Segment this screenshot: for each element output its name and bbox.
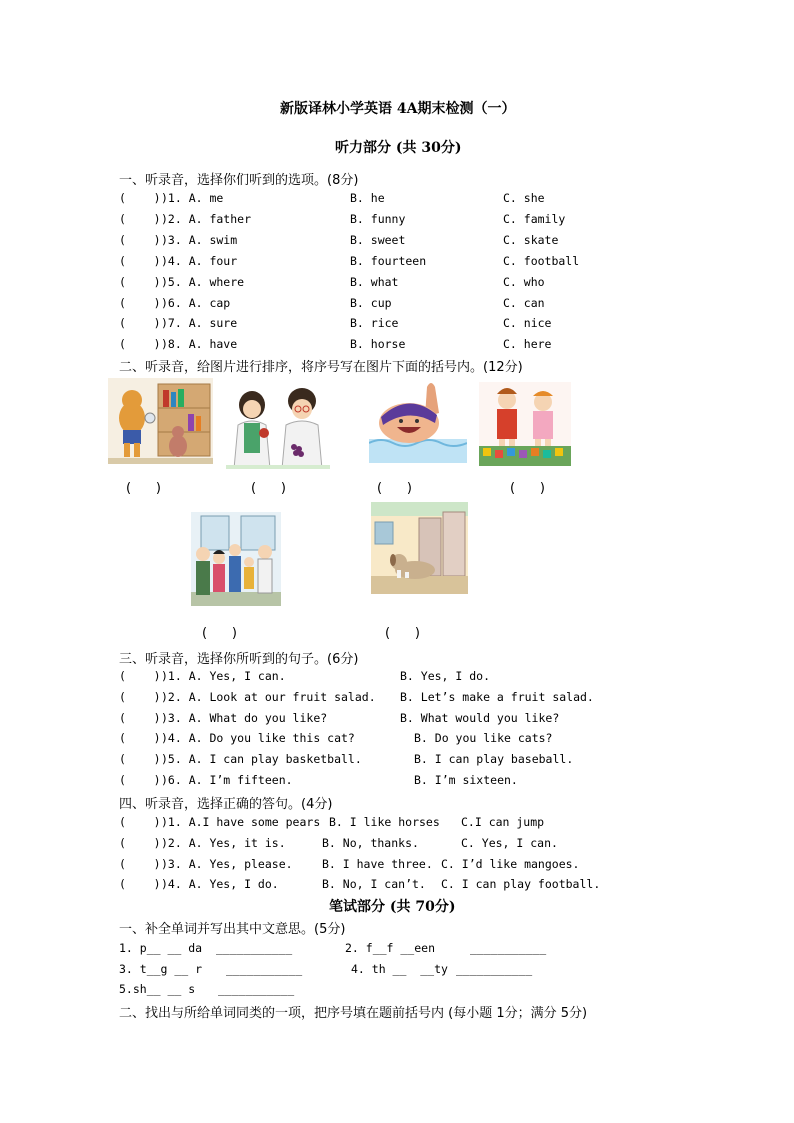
option-b: B. No, thanks. [322,835,419,850]
option-c: C. I can play football. [441,877,601,892]
sec1-heading: 一、听录音，选择你们听到的选项。(8分) [119,173,359,188]
option-b: B. what [350,274,399,289]
w1-blank-2[interactable]: ___________ [470,941,547,955]
option-b: B. I’m sixteen. [414,773,518,787]
answer-blank[interactable]: ( ) [119,835,161,850]
option-b: B. rice [350,316,399,331]
answer-blank[interactable]: ( ) [119,211,161,226]
option-a: )2. A. Yes, it is. [161,835,286,850]
option-a: )5. A. I can play basketball. [161,752,362,767]
w2-heading: 二、找出与所给单词同类的一项，把序号填在题前括号内 (每小题 1分；满分 5分) [119,1006,588,1021]
option-b: B. he [350,191,385,205]
w1-item-2: 2. f__f __een [345,941,436,955]
answer-blank[interactable]: ( ) [119,295,161,310]
option-b: B. I like horses [329,815,440,829]
answer-paren-6[interactable]: ( ) [385,626,420,641]
option-c: C. family [503,211,566,226]
w1-heading: 一、补全单词并写出其中文意思。(5分) [119,922,346,937]
w1-item-1: 1. p__ __ da [119,941,203,955]
answer-blank[interactable]: ( ) [119,752,161,767]
answer-blank[interactable]: ( ) [119,856,161,871]
w1-blank-5[interactable]: ___________ [218,982,295,996]
picture-people-fruit [226,383,330,469]
w1-blank-3[interactable]: ___________ [226,962,303,976]
answer-blank[interactable]: ( ) [119,710,161,725]
option-c: C. skate [503,232,559,247]
option-b: B. I have three. [322,856,433,871]
option-a: )3. A. Yes, please. [161,856,293,871]
option-b: B. cup [350,295,392,310]
option-b: B. fourteen [350,253,427,268]
option-a: )2. A. Look at our fruit salad. [161,689,376,704]
answer-blank[interactable]: ( ) [119,689,161,704]
answer-blank[interactable]: ( ) [119,337,161,352]
answer-blank[interactable]: ( ) [119,877,161,892]
option-a: )1. A.I have some pears [161,815,321,829]
option-c: C. who [503,274,545,289]
answer-blank[interactable]: ( ) [119,815,161,829]
option-a: )5. A. where [161,274,245,289]
w1-blank-4[interactable]: ___________ [456,962,533,976]
option-a: )2. A. father [161,211,252,226]
answer-blank[interactable]: ( ) [119,669,161,683]
option-c: C. here [503,337,552,352]
option-c: C. can [503,295,545,310]
option-c: C. I’d like mangoes. [441,856,580,871]
picture-family [191,512,281,606]
option-a: )4. A. Yes, I do. [161,877,279,892]
option-a: )1. A. me [161,191,224,205]
option-a: )6. A. cap [161,295,231,310]
option-a: )4. A. four [161,253,238,268]
option-c: C. Yes, I can. [461,835,558,850]
picture-shop [479,382,571,466]
answer-blank[interactable]: ( ) [119,274,161,289]
option-a: )8. A. have [161,337,238,352]
option-c: C. football [503,253,580,268]
option-b: B. sweet [350,232,406,247]
option-a: )6. A. I’m fifteen. [161,773,293,787]
option-a: )3. A. What do you like? [161,710,328,725]
answer-blank[interactable]: ( ) [119,316,161,331]
option-c: C. nice [503,316,552,331]
answer-paren-3[interactable]: ( ) [377,481,412,496]
w1-item-3: 3. t__g __ r [119,962,203,976]
option-b: B. I can play baseball. [414,752,574,767]
w1-blank-1[interactable]: ___________ [216,941,293,955]
option-b: B. What would you like? [400,710,560,725]
option-a: )3. A. swim [161,232,238,247]
option-c: C. she [503,191,545,205]
listening-heading: 听力部分 (共 30分) [335,140,462,156]
answer-blank[interactable]: ( ) [119,731,161,746]
option-a: )7. A. sure [161,316,238,331]
option-c: C.I can jump [461,815,545,829]
answer-paren-1[interactable]: ( ) [126,481,161,496]
option-b: B. Yes, I do. [400,669,491,683]
w1-item-4: 4. th __ __ty [351,962,448,976]
answer-blank[interactable]: ( ) [119,191,161,205]
option-a: )4. A. Do you like this cat? [161,731,355,746]
option-b: B. Do you like cats? [414,731,553,746]
answer-blank[interactable]: ( ) [119,773,161,787]
sec4-heading: 四、听录音，选择正确的答句。(4分) [119,797,333,812]
option-b: B. No, I can’t. [322,877,426,892]
option-b: B. horse [350,337,406,352]
answer-blank[interactable]: ( ) [119,232,161,247]
answer-paren-2[interactable]: ( ) [251,481,286,496]
sec3-heading: 三、听录音，选择你所听到的句子。(6分) [119,652,359,667]
sec2-heading: 二、听录音，给图片进行排序，将序号写在图片下面的括号内。(12分) [119,360,523,375]
picture-swimmer [369,377,467,463]
answer-paren-4[interactable]: ( ) [510,481,545,496]
answer-paren-5[interactable]: ( ) [202,626,237,641]
writing-heading: 笔试部分 (共 70分) [329,899,456,915]
answer-blank[interactable]: ( ) [119,253,161,268]
page-title: 新版译林小学英语 4A期末检测（一） [280,101,516,117]
w1-item-5: 5.sh__ __ s [119,982,196,996]
picture-dog-room [371,502,468,594]
option-a: )1. A. Yes, I can. [161,669,286,683]
picture-cat-mouse [108,378,213,464]
option-b: B. Let’s make a fruit salad. [400,689,594,704]
option-b: B. funny [350,211,406,226]
